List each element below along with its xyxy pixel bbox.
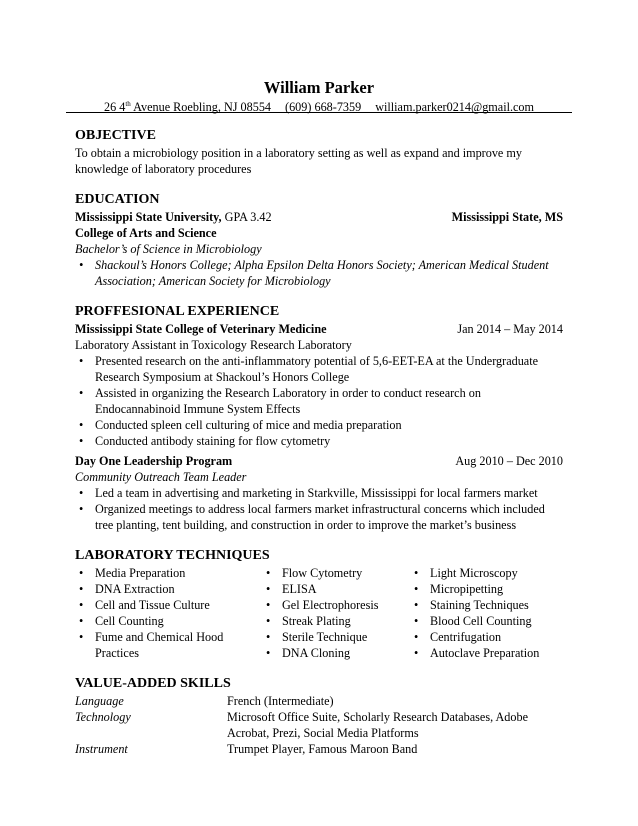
- techniques-title: LABORATORY TECHNIQUES: [75, 548, 270, 563]
- list-item: • Micropipetting: [410, 581, 570, 597]
- degree: Bachelor’s of Science in Microbiology: [75, 242, 262, 256]
- list-item: • Autoclave Preparation: [410, 645, 570, 661]
- skill-label: Instrument: [75, 742, 128, 756]
- job-dates: Aug 2010 – Dec 2010: [455, 454, 563, 468]
- techniques-column: [262, 565, 410, 661]
- list-item: • Presented research on the anti-inflammatory potential of 5,6-EET-EA at the Undergraduate Research Symposium at Shackoul’s Honors College: [75, 353, 563, 385]
- list-item: • DNA Cloning: [262, 645, 410, 661]
- skill-value: French (Intermediate): [227, 694, 334, 708]
- phone: (609) 668-7359: [285, 100, 362, 114]
- candidate-name: William Parker: [263, 78, 375, 97]
- techniques-column: [410, 565, 570, 661]
- objective-line: To obtain a microbiology position in a laboratory setting as well as expand and improve my: [75, 146, 522, 160]
- list-item: • Light Microscopy: [410, 565, 570, 581]
- list-item: • Conducted antibody staining for flow cytometry: [75, 433, 563, 449]
- list-item: • Led a team in advertising and marketing in Starkville, Mississippi for local farmers market: [75, 485, 563, 501]
- list-item: • Shackoul’s Honors College; Alpha Epsilon Delta Honors Society; American Medical Student Association; American Society for Microbiology: [75, 257, 563, 289]
- list-item: • Organized meetings to address local farmers market infrastructural concerns which included tree planting, tent building, and construction in order to improve the market’s business: [75, 501, 563, 533]
- job-entry: [75, 321, 563, 449]
- job-bullets: [75, 353, 563, 449]
- job-bullets: [75, 485, 563, 533]
- skill-label: Language: [75, 694, 124, 708]
- experience-section: [75, 303, 563, 533]
- job-org: Day One Leadership Program: [75, 454, 233, 468]
- job-role: Laboratory Assistant in Toxicology Research Laboratory: [75, 338, 352, 352]
- list-item: • DNA Extraction: [75, 581, 262, 597]
- education-title: EDUCATION: [75, 192, 160, 207]
- objective-line: knowledge of laboratory procedures: [75, 162, 252, 176]
- job-role: Community Outreach Team Leader: [75, 470, 247, 484]
- job-entry: [75, 453, 563, 533]
- list-item: • Media Preparation: [75, 565, 262, 581]
- objective-title: OBJECTIVE: [75, 128, 156, 143]
- skill-value: Microsoft Office Suite, Scholarly Research Databases, Adobe Acrobat, Prezi, Social Media Platforms: [227, 710, 528, 740]
- list-item: • Fume and Chemical Hood Practices: [75, 629, 262, 661]
- skills-section: [75, 675, 563, 757]
- list-item: • Cell and Tissue Culture: [75, 597, 262, 613]
- list-item: • ELISA: [262, 581, 410, 597]
- job-org: Mississippi State College of Veterinary Medicine: [75, 322, 327, 336]
- list-item: • Cell Counting: [75, 613, 262, 629]
- education-section: [75, 191, 563, 289]
- techniques-section: [75, 547, 563, 661]
- list-item: • Gel Electrophoresis: [262, 597, 410, 613]
- list-item: • Staining Techniques: [410, 597, 570, 613]
- list-item: • Assisted in organizing the Research Laboratory in order to conduct research on Endocannabinoid Immune System Effects: [75, 385, 563, 417]
- techniques-column: [75, 565, 262, 661]
- list-item: • Blood Cell Counting: [410, 613, 570, 629]
- address: 26 4th Avenue Roebling, NJ 08554: [103, 99, 272, 114]
- skill-label: Technology: [75, 710, 131, 724]
- skill-value: Trumpet Player, Famous Maroon Band: [227, 742, 418, 756]
- honors-list: [75, 257, 563, 289]
- job-dates: Jan 2014 – May 2014: [457, 322, 563, 336]
- techniques-grid: [75, 565, 563, 661]
- list-item: • Flow Cytometry: [262, 565, 410, 581]
- college-name: College of Arts and Science: [75, 226, 217, 240]
- education-school-row: [75, 209, 563, 225]
- experience-title: PROFFESIONAL EXPERIENCE: [75, 304, 280, 319]
- contact-line: [75, 99, 563, 115]
- objective-section: [75, 127, 563, 177]
- list-item: • Streak Plating: [262, 613, 410, 629]
- gpa: GPA 3.42: [224, 210, 272, 224]
- skills-title: VALUE-ADDED SKILLS: [75, 676, 231, 691]
- list-item: • Centrifugation: [410, 629, 570, 645]
- school-name: Mississippi State University,: [75, 210, 222, 224]
- skills-table: [75, 693, 563, 757]
- list-item: • Conducted spleen cell culturing of mice and media preparation: [75, 417, 563, 433]
- school-location: Mississippi State, MS: [451, 210, 563, 224]
- email: william.parker0214@gmail.com: [375, 100, 534, 114]
- resume-page: [75, 78, 563, 757]
- list-item: • Sterile Technique: [262, 629, 410, 645]
